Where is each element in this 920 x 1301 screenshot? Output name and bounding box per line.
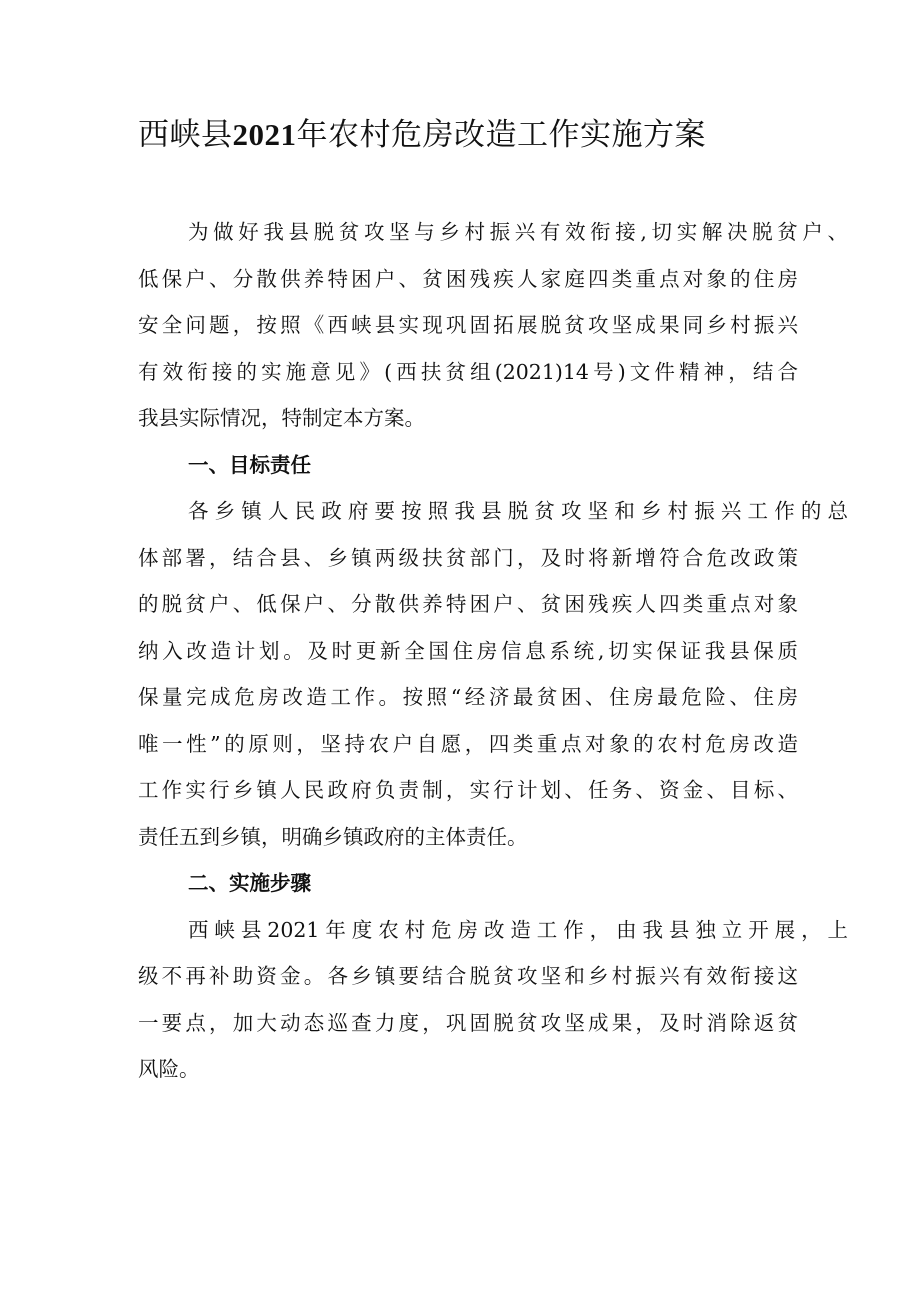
section1-line: 体部署，结合县、乡镇两级扶贫部门，及时将新增符合危改政策: [138, 545, 798, 570]
intro-line: 安全问题，按照《西峡县实现巩固拓展脱贫攻坚成果同乡村振兴: [138, 313, 798, 337]
title-suffix: 年农村危房改造工作实施方案: [296, 117, 706, 153]
section2-line: 一要点，加大动态巡查力度，巩固脱贫攻坚成果，及时消除返贫: [138, 1010, 798, 1035]
section1-line: 工作实行乡镇人民政府负责制，实行计划、任务、资金、目标、: [138, 778, 798, 802]
section2-line: 风险。: [138, 1057, 200, 1081]
section2-line: 级不再补助资金。各乡镇要结合脱贫攻坚和乡村振兴有效衔接这: [138, 964, 798, 988]
section-heading-steps: 二、实施步骤: [188, 871, 311, 895]
intro-line: 我县实际情况，特制定本方案。: [138, 406, 425, 430]
section-heading-goals: 一、目标责任: [188, 452, 311, 477]
section1-line: 纳入改造计划。及时更新全国住房信息系统,切实保证我县保质: [138, 638, 798, 663]
section1-line: 唯一性”的原则，坚持农户自愿，四类重点对象的农村危房改造: [138, 731, 798, 756]
document-body: [138, 209, 848, 1093]
title-year: 2021: [232, 117, 297, 152]
document-title: [138, 112, 798, 158]
section1-line: 责任五到乡镇，明确乡镇政府的主体责任。: [138, 824, 528, 849]
section2-line: 西峡县2021年度农村危房改造工作，由我县独立开展，上: [188, 917, 848, 942]
section1-line: 的脱贫户、低保户、分散供养特困户、贫困残疾人四类重点对象: [138, 592, 798, 616]
title-prefix: 西峡县: [138, 117, 233, 153]
section1-line: 保量完成危房改造工作。按照“经济最贫困、住房最危险、住房: [138, 685, 798, 709]
intro-line: 有效衔接的实施意见》(西扶贫组(2021)14号)文件精神，结合: [138, 359, 798, 384]
intro-line: 为做好我县脱贫攻坚与乡村振兴有效衔接,切实解决脱贫户、: [188, 220, 848, 244]
section1-line: 各乡镇人民政府要按照我县脱贫攻坚和乡村振兴工作的总: [188, 499, 848, 523]
intro-line: 低保户、分散供养特困户、贫困残疾人家庭四类重点对象的住房: [138, 266, 798, 291]
